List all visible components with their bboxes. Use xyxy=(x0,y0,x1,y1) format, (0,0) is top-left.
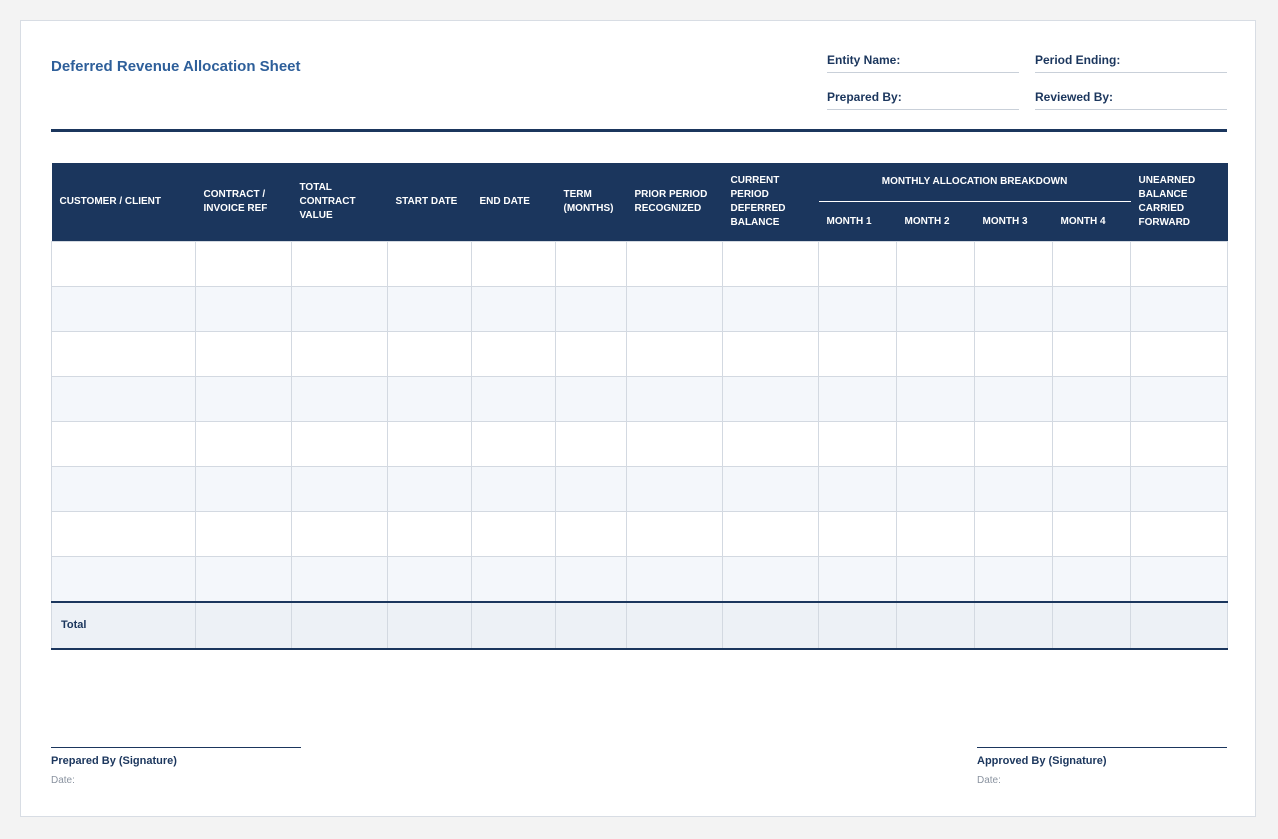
table-cell[interactable] xyxy=(627,467,723,512)
total-label: Total xyxy=(52,602,196,649)
approved-signature-block[interactable] xyxy=(977,747,1227,786)
table-cell[interactable] xyxy=(723,467,819,512)
table-row xyxy=(52,332,1228,377)
table-cell[interactable] xyxy=(723,287,819,332)
table-cell[interactable] xyxy=(819,287,897,332)
table-cell[interactable] xyxy=(897,422,975,467)
table-cell[interactable] xyxy=(556,467,627,512)
table-cell[interactable] xyxy=(388,557,472,602)
prepared-by-label: Prepared By: xyxy=(827,90,902,104)
table-cell[interactable] xyxy=(52,242,196,287)
table-cell[interactable] xyxy=(627,422,723,467)
table-cell[interactable] xyxy=(1053,467,1131,512)
total-cell[interactable] xyxy=(196,602,292,649)
col-header-customer: CUSTOMER / CLIENT xyxy=(52,163,196,242)
total-cell[interactable] xyxy=(819,602,897,649)
table-cell[interactable] xyxy=(897,377,975,422)
table-cell[interactable] xyxy=(627,242,723,287)
total-cell[interactable] xyxy=(388,602,472,649)
table-cell[interactable] xyxy=(723,557,819,602)
table-cell[interactable] xyxy=(819,332,897,377)
table-cell[interactable] xyxy=(556,332,627,377)
table-cell[interactable] xyxy=(723,377,819,422)
table-cell[interactable] xyxy=(472,332,556,377)
table-cell[interactable] xyxy=(292,242,388,287)
table-cell[interactable] xyxy=(388,332,472,377)
col-header-month-3: MONTH 3 xyxy=(975,202,1053,242)
table-cell[interactable] xyxy=(723,422,819,467)
approved-signature-date: Date: xyxy=(977,775,1001,786)
table-cell[interactable] xyxy=(1053,242,1131,287)
table-cell[interactable] xyxy=(292,467,388,512)
entity-name-label: Entity Name: xyxy=(827,53,901,67)
table-cell[interactable] xyxy=(1053,332,1131,377)
table-cell[interactable] xyxy=(897,332,975,377)
table-cell[interactable] xyxy=(1131,422,1228,467)
table-cell[interactable] xyxy=(1053,422,1131,467)
col-header-month-2: MONTH 2 xyxy=(897,202,975,242)
table-cell[interactable] xyxy=(388,287,472,332)
table-cell[interactable] xyxy=(196,422,292,467)
table-row xyxy=(52,242,1228,287)
total-cell[interactable] xyxy=(1053,602,1131,649)
allocation-sheet xyxy=(20,20,1256,817)
approved-signature-label: Approved By (Signature) xyxy=(977,755,1107,767)
table-cell[interactable] xyxy=(975,557,1053,602)
total-cell[interactable] xyxy=(627,602,723,649)
table-cell[interactable] xyxy=(897,557,975,602)
table-cell[interactable] xyxy=(388,422,472,467)
table-cell[interactable] xyxy=(52,467,196,512)
allocation-table xyxy=(51,163,1228,650)
table-cell[interactable] xyxy=(819,242,897,287)
table-cell[interactable] xyxy=(1131,377,1228,422)
table-cell[interactable] xyxy=(472,557,556,602)
table-cell[interactable] xyxy=(627,512,723,557)
table-cell[interactable] xyxy=(556,557,627,602)
table-cell[interactable] xyxy=(472,377,556,422)
table-cell[interactable] xyxy=(472,422,556,467)
col-header-total-contract-value: TOTAL CONTRACT VALUE xyxy=(292,163,388,242)
total-cell[interactable] xyxy=(556,602,627,649)
reviewed-by-label: Reviewed By: xyxy=(1035,90,1114,104)
table-cell[interactable] xyxy=(1053,512,1131,557)
table-body xyxy=(52,242,1228,649)
page-title: Deferred Revenue Allocation Sheet xyxy=(51,58,301,75)
period-ending-field[interactable] xyxy=(1035,41,1227,73)
col-header-month-4: MONTH 4 xyxy=(1053,202,1131,242)
prepared-by-field[interactable] xyxy=(827,78,1019,110)
table-cell[interactable] xyxy=(472,242,556,287)
table-cell[interactable] xyxy=(472,287,556,332)
table-cell[interactable] xyxy=(196,512,292,557)
table-cell[interactable] xyxy=(627,557,723,602)
col-header-term: TERM (MONTHS) xyxy=(556,163,627,242)
table-cell[interactable] xyxy=(1131,512,1228,557)
col-header-prior-period: PRIOR PERIOD RECOGNIZED xyxy=(627,163,723,242)
table-cell[interactable] xyxy=(52,512,196,557)
table-cell[interactable] xyxy=(1053,377,1131,422)
total-row xyxy=(52,602,1228,649)
table-cell[interactable] xyxy=(196,242,292,287)
total-cell[interactable] xyxy=(975,602,1053,649)
table-cell[interactable] xyxy=(723,332,819,377)
table-row xyxy=(52,512,1228,557)
table-cell[interactable] xyxy=(52,377,196,422)
total-cell[interactable] xyxy=(723,602,819,649)
table-cell[interactable] xyxy=(292,377,388,422)
table-cell[interactable] xyxy=(1131,332,1228,377)
table-cell[interactable] xyxy=(627,332,723,377)
header-divider xyxy=(51,129,1227,132)
col-header-current-deferred: CURRENT PERIOD DEFERRED BALANCE xyxy=(723,163,819,242)
table-cell[interactable] xyxy=(897,467,975,512)
table-cell[interactable] xyxy=(556,287,627,332)
table-cell[interactable] xyxy=(1131,242,1228,287)
total-cell[interactable] xyxy=(472,602,556,649)
table-cell[interactable] xyxy=(292,557,388,602)
table-cell[interactable] xyxy=(556,377,627,422)
table-cell[interactable] xyxy=(388,512,472,557)
total-cell[interactable] xyxy=(1131,602,1228,649)
table-cell[interactable] xyxy=(292,422,388,467)
table-cell[interactable] xyxy=(388,467,472,512)
table-row xyxy=(52,422,1228,467)
table-cell[interactable] xyxy=(897,512,975,557)
table-cell[interactable] xyxy=(975,332,1053,377)
table-cell[interactable] xyxy=(472,467,556,512)
total-cell[interactable] xyxy=(897,602,975,649)
col-header-unearned-balance: UNEARNED BALANCE CARRIED FORWARD xyxy=(1131,163,1228,242)
col-header-start-date: START DATE xyxy=(388,163,472,242)
table-cell[interactable] xyxy=(52,557,196,602)
table-cell[interactable] xyxy=(388,242,472,287)
entity-name-field[interactable] xyxy=(827,41,1019,73)
table-cell[interactable] xyxy=(388,377,472,422)
total-cell[interactable] xyxy=(292,602,388,649)
table-cell[interactable] xyxy=(292,287,388,332)
table-cell[interactable] xyxy=(627,377,723,422)
prepared-signature-label: Prepared By (Signature) xyxy=(51,755,177,767)
table-cell[interactable] xyxy=(819,512,897,557)
table-row xyxy=(52,467,1228,512)
table-cell[interactable] xyxy=(1053,557,1131,602)
table-cell[interactable] xyxy=(975,242,1053,287)
table-row xyxy=(52,557,1228,602)
table-cell[interactable] xyxy=(819,557,897,602)
table-row xyxy=(52,377,1228,422)
table-cell[interactable] xyxy=(1131,557,1228,602)
table-cell[interactable] xyxy=(52,422,196,467)
table-cell[interactable] xyxy=(556,422,627,467)
table-cell[interactable] xyxy=(196,332,292,377)
col-header-contract-ref: CONTRACT / INVOICE REF xyxy=(196,163,292,242)
table-cell[interactable] xyxy=(196,377,292,422)
table-cell[interactable] xyxy=(52,332,196,377)
table-cell[interactable] xyxy=(723,242,819,287)
table-cell[interactable] xyxy=(897,242,975,287)
table-cell[interactable] xyxy=(819,377,897,422)
table-cell[interactable] xyxy=(1053,287,1131,332)
prepared-signature-block[interactable] xyxy=(51,747,301,786)
table-cell[interactable] xyxy=(1131,287,1228,332)
col-header-month-1: MONTH 1 xyxy=(819,202,897,242)
table-cell[interactable] xyxy=(556,512,627,557)
reviewed-by-field[interactable] xyxy=(1035,78,1227,110)
table-cell[interactable] xyxy=(52,287,196,332)
period-ending-label: Period Ending: xyxy=(1035,53,1121,67)
table-cell[interactable] xyxy=(472,512,556,557)
table-cell[interactable] xyxy=(196,557,292,602)
table-cell[interactable] xyxy=(292,512,388,557)
table-cell[interactable] xyxy=(975,422,1053,467)
table-cell[interactable] xyxy=(897,287,975,332)
table-cell[interactable] xyxy=(627,287,723,332)
col-header-end-date: END DATE xyxy=(472,163,556,242)
table-cell[interactable] xyxy=(292,332,388,377)
table-cell[interactable] xyxy=(819,422,897,467)
table-cell[interactable] xyxy=(196,287,292,332)
table-cell[interactable] xyxy=(975,377,1053,422)
table-cell[interactable] xyxy=(723,512,819,557)
prepared-signature-date: Date: xyxy=(51,775,75,786)
col-group-monthly-allocation: MONTHLY ALLOCATION BREAKDOWN xyxy=(819,163,1131,202)
table-cell[interactable] xyxy=(975,287,1053,332)
table-cell[interactable] xyxy=(975,512,1053,557)
table-cell[interactable] xyxy=(819,467,897,512)
table-cell[interactable] xyxy=(196,467,292,512)
table-cell[interactable] xyxy=(1131,467,1228,512)
table-cell[interactable] xyxy=(975,467,1053,512)
table-cell[interactable] xyxy=(556,242,627,287)
table-row xyxy=(52,287,1228,332)
